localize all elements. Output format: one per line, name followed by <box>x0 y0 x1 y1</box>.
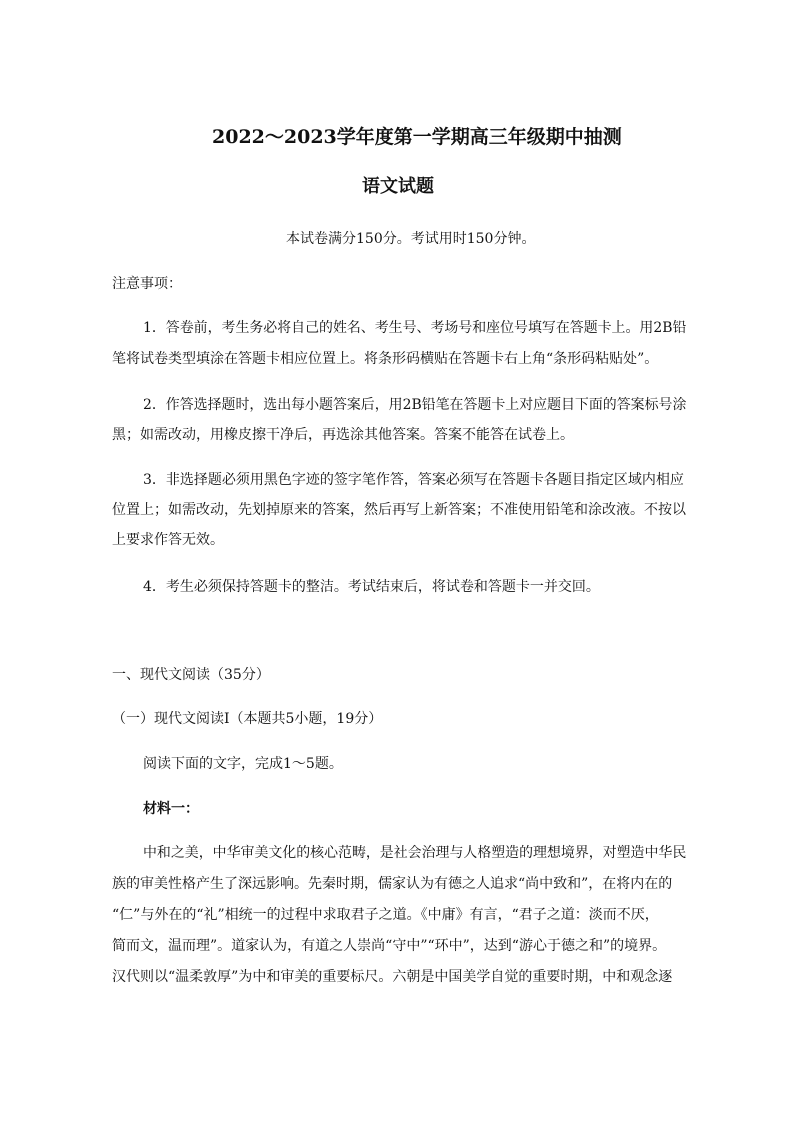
notice-item-3-line-1: 3．非选择题必须用黑色字迹的签字笔作答，答案必须写在答题卡各题目指定区域内相应 <box>143 472 684 488</box>
section-instruction: 阅读下面的文字，完成1～5题。 <box>143 756 343 772</box>
passage-line-1: 中和之美，中华审美文化的核心范畴，是社会治理与人格塑造的理想境界，对塑造中华民 <box>143 845 687 861</box>
exam-info: 本试卷满分150分。考试用时150分钟。 <box>286 231 536 247</box>
notice-item-2-line-1: 2．作答选择题时，选出每小题答案后，用2B铅笔在答题卡上对应题目下面的答案标号涂 <box>143 397 687 413</box>
passage-line-4: 简而文，温而理”。道家认为，有道之人崇尚“守中”“环中”，达到“游心于德之和”的境界。 <box>112 938 667 954</box>
notice-item-1-line-1: 1．答卷前，考生务必将自己的姓名、考生号、考场号和座位号填写在答题卡上。用2B铅 <box>143 320 687 336</box>
section-heading: 一、现代文阅读（35分） <box>112 667 270 683</box>
notice-heading: 注意事项： <box>112 276 182 292</box>
exam-title: 2022～2023学年度第一学期高三年级期中抽测 <box>212 126 622 148</box>
material-label: 材料一： <box>143 801 199 817</box>
notice-item-2-line-2: 黑；如需改动，用橡皮擦干净后，再选涂其他答案。答案不能答在试卷上。 <box>112 427 574 443</box>
exam-subtitle: 语文试题 <box>362 176 434 197</box>
notice-item-1-line-2: 笔将试卷类型填涂在答题卡相应位置上。将条形码横贴在答题卡右上角“条形码粘贴处”。 <box>112 351 659 367</box>
notice-item-4-line-1: 4．考生必须保持答题卡的整洁。考试结束后，将试卷和答题卡一并交回。 <box>143 579 600 595</box>
notice-item-3-line-2: 位置上；如需改动，先划掉原来的答案，然后再写上新答案；不准使用铅笔和涂改液。不按以 <box>112 502 686 518</box>
notice-item-3-line-3: 上要求作答无效。 <box>112 532 224 548</box>
passage-line-5: 汉代则以“温柔敦厚”为中和审美的重要标尺。六朝是中国美学自觉的重要时期，中和观念逐 <box>112 969 673 985</box>
passage-line-3: “仁”与外在的“礼”相统一的过程中求取君子之道。《中庸》有言，“君子之道：淡而不厌， <box>112 907 659 923</box>
passage-line-2: 族的审美性格产生了深远影响。先秦时期，儒家认为有德之人追求“尚中致和”，在将内在的 <box>112 876 673 892</box>
section-sub-heading: （一）现代文阅读Ⅰ（本题共5小题，19分） <box>112 711 383 727</box>
